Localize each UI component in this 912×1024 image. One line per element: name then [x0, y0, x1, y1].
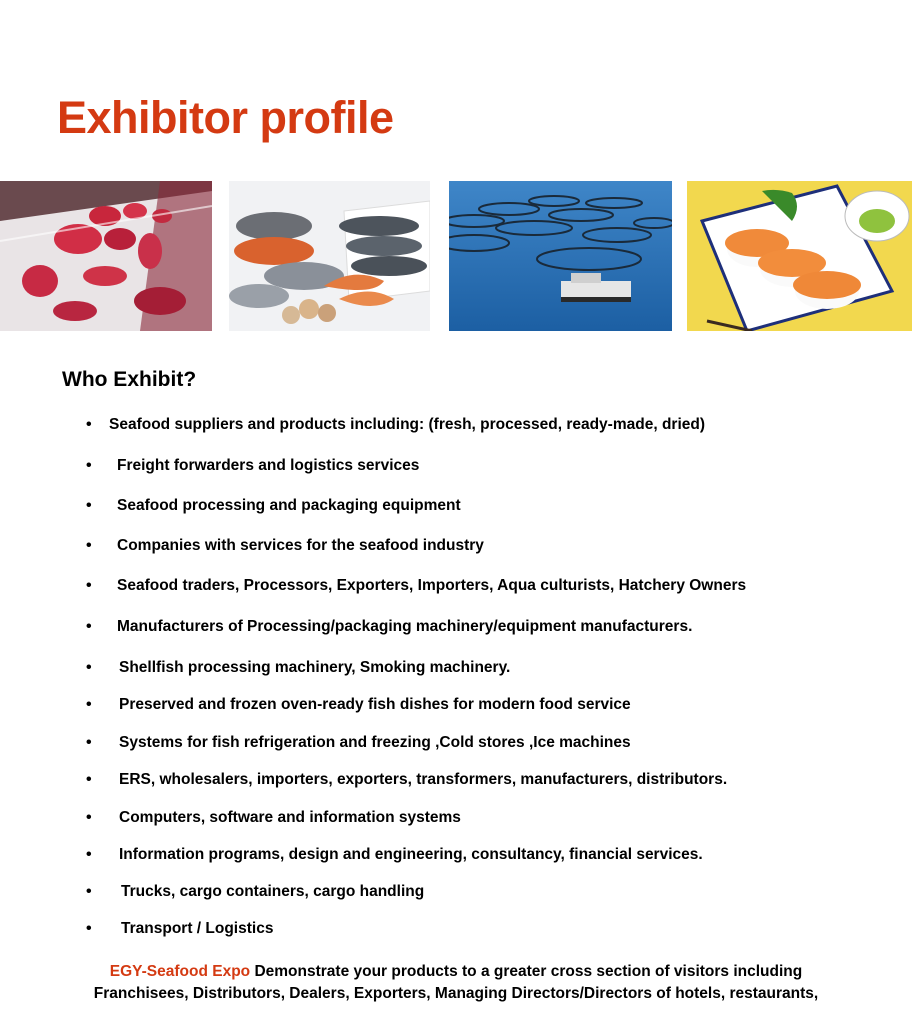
- brand-name: EGY-Seafood Expo: [109, 963, 251, 980]
- bullet-icon: •: [86, 920, 92, 937]
- tuna-display-photo: [0, 181, 212, 331]
- bullet-icon: •: [86, 659, 92, 676]
- list-item: Preserved and frozen oven-ready fish dishes for modern food service: [119, 696, 631, 713]
- bullet-icon: •: [86, 883, 92, 900]
- footer-text-1: Demonstrate your products to a greater cross section of visitors including: [250, 963, 803, 980]
- bullet-icon: •: [86, 771, 92, 788]
- bullet-icon: •: [86, 497, 92, 514]
- list-item: Trucks, cargo containers, cargo handling: [121, 883, 425, 900]
- who-exhibit-heading: Who Exhibit?: [62, 368, 197, 391]
- list-item: Systems for fish refrigeration and freezing ,Cold stores ,Ice machines: [119, 734, 631, 751]
- bullet-icon: •: [86, 809, 92, 826]
- list-item: Freight forwarders and logistics services: [117, 457, 420, 474]
- list-item: Shellfish processing machinery, Smoking machinery.: [119, 659, 511, 676]
- bullet-icon: •: [86, 696, 92, 713]
- bullet-icon: •: [86, 577, 92, 594]
- list-item: ERS, wholesalers, importers, exporters, transformers, manufacturers, distributors.: [119, 771, 728, 788]
- bullet-icon: •: [86, 416, 92, 433]
- footer-paragraph: [0, 961, 912, 1005]
- bullet-icon: •: [86, 846, 92, 863]
- page-title: Exhibitor profile: [57, 92, 394, 143]
- list-item: Manufacturers of Processing/packaging machinery/equipment manufacturers.: [117, 618, 693, 635]
- list-item: Information programs, design and engineering, consultancy, financial services.: [119, 846, 703, 863]
- list-item: Seafood suppliers and products including: (fresh, processed, ready-made, dried): [109, 416, 706, 433]
- list-item: Seafood processing and packaging equipment: [117, 497, 461, 514]
- list-item: Computers, software and information systems: [119, 809, 461, 826]
- footer-line-2: Franchisees, Distributors, Dealers, Exporters, Managing Directors/Directors of hotels, restaurants,: [93, 985, 819, 1002]
- fresh-fish-photo: [229, 181, 430, 331]
- bullet-icon: •: [86, 537, 92, 554]
- list-item: Seafood traders, Processors, Exporters, Importers, Aqua culturists, Hatchery Owners: [117, 577, 747, 594]
- list-item: Transport / Logistics: [121, 920, 274, 937]
- list-item: Companies with services for the seafood industry: [117, 537, 484, 554]
- fish-farm-photo: [449, 181, 672, 331]
- bullet-icon: •: [86, 457, 92, 474]
- footer-line-1: [0, 961, 912, 983]
- bullet-icon: •: [86, 734, 92, 751]
- sushi-plate-photo: [687, 181, 912, 331]
- bullet-icon: •: [86, 618, 92, 635]
